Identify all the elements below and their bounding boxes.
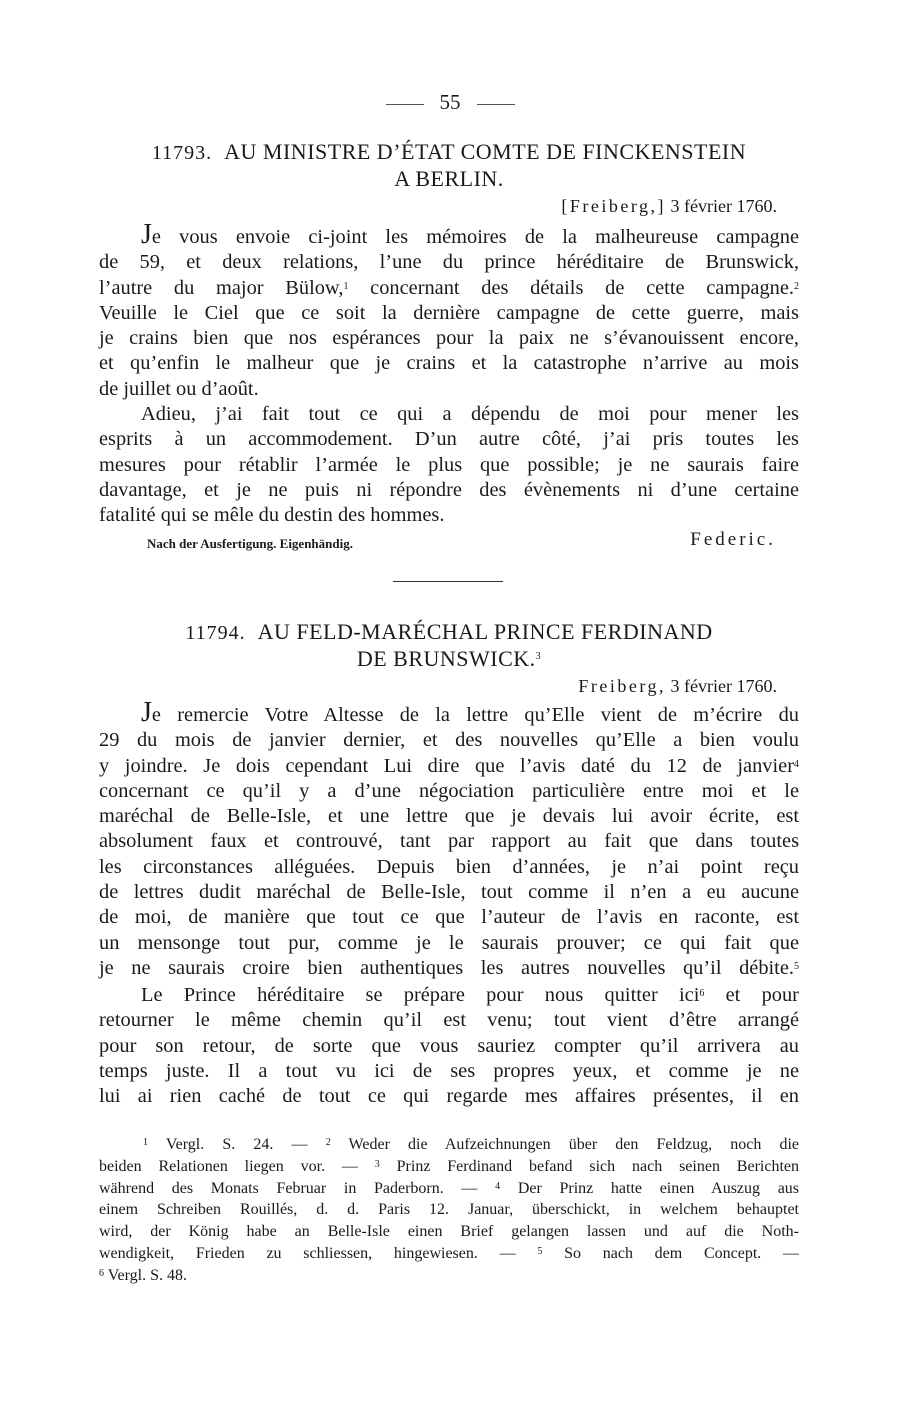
line-text: e vous envoie ci-joint les mémoires de la malheureuse campagne bbox=[151, 226, 799, 248]
letter2-date-place: Freiberg, bbox=[578, 676, 667, 696]
letter1-paragraph2 bbox=[99, 402, 799, 528]
letter2-title-line2: DE BRUNSWICK. bbox=[356, 646, 536, 671]
footnote-mark: 6 bbox=[99, 1267, 104, 1279]
text-line bbox=[99, 697, 799, 728]
footnote-line: wird, der König habe an Belle-Isle einen Brief gelangen lassen und auf die Noth- bbox=[99, 1223, 799, 1241]
letter2-date: 3 février 1760. bbox=[670, 676, 777, 696]
text-line: maréchal de Belle-Isle, et une lettre que je devais lui avoir écrite, est bbox=[99, 805, 799, 828]
line-text: l’autre du major Bülow, bbox=[99, 276, 344, 299]
text-line: lui ai rien caché de tout ce qui regarde mes affaires présentes, il en bbox=[99, 1085, 799, 1108]
text-line: les circonstances alléguées. Depuis bien d’années, je n’ai point reçu bbox=[99, 855, 799, 878]
letter1-signature: Federic. bbox=[690, 529, 776, 550]
footnote-text: Prinz Ferdinand befand sich nach seinen Berichten bbox=[396, 1157, 799, 1175]
line-text: concernant des détails de cette campagne. bbox=[370, 276, 795, 299]
text-line bbox=[99, 754, 799, 779]
footnote-line bbox=[99, 1156, 799, 1178]
text-line: de juillet ou d’août. bbox=[99, 377, 259, 400]
footnote-mark: 5 bbox=[537, 1245, 543, 1257]
line-text: et pour bbox=[725, 984, 799, 1006]
line-text: y joindre. Je dois cependant Lui dire que l’avis daté du 12 de janvier bbox=[99, 754, 794, 777]
text-line: temps juste. Il a tout vu ici de ses propres yeux, et comme je ne bbox=[99, 1059, 799, 1082]
footnote-mark: 2 bbox=[794, 280, 800, 292]
letter1-title-line2: A BERLIN. bbox=[394, 166, 504, 191]
footnote-mark: 4 bbox=[794, 758, 799, 770]
text-line bbox=[99, 983, 799, 1008]
page-number-text: 55 bbox=[439, 90, 461, 114]
section-divider bbox=[393, 581, 503, 582]
letter2-title-line1: AU FELD-MARÉCHAL PRINCE FERDINAND bbox=[257, 619, 713, 644]
letter2-paragraph2 bbox=[99, 983, 799, 1109]
text-line: retourner le même chemin qu’il est venu; tout vient d’être arrangé bbox=[99, 1009, 799, 1032]
drop-initial: J bbox=[141, 697, 152, 728]
letter1-date-place: [Freiberg,] bbox=[561, 196, 667, 216]
drop-initial: J bbox=[141, 219, 152, 250]
footnote-mark: 1 bbox=[343, 280, 349, 292]
letter1-heading bbox=[118, 139, 780, 192]
footnote-mark: 2 bbox=[325, 1137, 331, 1148]
footnote-mark: 5 bbox=[794, 960, 799, 972]
footnote-line bbox=[99, 1243, 799, 1265]
letter2-number: 11794. bbox=[185, 622, 246, 644]
letter2-heading bbox=[118, 619, 780, 672]
text-line: absolument faux et controuvé, tant par rapport au fait que dans toutes bbox=[99, 830, 799, 853]
text-line: pour son retour, de sorte que vous sauriez compter qu’il arrivera au bbox=[99, 1034, 799, 1057]
text-line: de 59, et deux relations, l’une du prince héréditaire de Brunswick, bbox=[99, 251, 799, 274]
dash-left bbox=[386, 104, 424, 105]
text-line: esprits à un accommodement. D’un autre côté, j’ai pris toutes les bbox=[99, 428, 799, 451]
footnote-text: Vergl. S. 24. — bbox=[165, 1136, 308, 1153]
footnote-line bbox=[99, 1178, 799, 1200]
footnote-text: Vergl. S. 48. bbox=[107, 1266, 187, 1284]
text-line bbox=[99, 276, 799, 301]
text-line: et qu’enfin le malheur que je crains et la catastrophe n’arrive au mois bbox=[99, 352, 799, 375]
footnote-text: Weder die Aufzeichnungen über den Feldzug, noch die bbox=[348, 1136, 799, 1153]
text-line: 29 du mois de janvier dernier, et des nouvelles qu’Elle a bien voulu bbox=[99, 729, 799, 752]
letter1-dateline bbox=[561, 196, 777, 217]
text-line: davantage, et je ne puis ni répondre des évènements ni d’une certaine bbox=[99, 478, 799, 501]
text-line bbox=[99, 956, 799, 981]
letter2-dateline bbox=[578, 676, 777, 697]
footnote-mark: 3 bbox=[374, 1158, 380, 1170]
text-line: Veuille le Ciel que ce soit la dernière campagne de cette guerre, mais bbox=[99, 301, 799, 324]
footnote-text: während des Monats Februar in Paderborn. — bbox=[99, 1179, 478, 1197]
text-line: je crains bien que nos espérances pour la paix ne s’évanouissent encore, bbox=[99, 327, 799, 350]
footnote-mark: 4 bbox=[495, 1180, 501, 1192]
text-line: fatalité qui se mêle du destin des hommes. bbox=[99, 504, 445, 527]
text-line: de moi, de manière que tout ce que l’auteur de l’avis en raconte, est bbox=[99, 906, 799, 929]
footnote-line: einem Schreiben Rouillés, d. d. Paris 12. Januar, überschickt, in welchem behauptet bbox=[99, 1201, 799, 1219]
line-text: Le Prince héréditaire se prépare pour nous quitter ici bbox=[141, 984, 700, 1006]
text-line bbox=[99, 219, 799, 250]
text-line: concernant ce qu’il y a d’une négociation particulière entre moi et le bbox=[99, 779, 799, 802]
footnote-line bbox=[99, 1134, 799, 1156]
letter1-title-line1: AU MINISTRE D’ÉTAT COMTE DE FINCKENSTEIN bbox=[224, 139, 747, 164]
footnote-text: wendigkeit, Frieden zu schliessen, hingewiesen. — bbox=[99, 1244, 516, 1262]
footnotes bbox=[99, 1134, 799, 1287]
line-text: e remercie Votre Altesse de la lettre qu’Elle vient de m’écrire du bbox=[151, 704, 799, 726]
text-line: un mensonge tout pur, comme je le saurais prouver; ce qui fait que bbox=[99, 931, 799, 954]
footnote-text: Der Prinz hatte einen Auszug aus bbox=[517, 1179, 800, 1197]
footnote-text: So nach dem Concept. — bbox=[564, 1244, 800, 1262]
line-text: je ne saurais croire bien authentiques les autres nouvelles qu’il débite. bbox=[99, 956, 794, 979]
letter1-paragraph1 bbox=[99, 219, 800, 402]
dash-right bbox=[477, 104, 515, 105]
letter1-number: 11793. bbox=[151, 142, 213, 164]
footnote-line bbox=[99, 1265, 799, 1287]
text-line: Adieu, j’ai fait tout ce qui a dépendu de moi pour mener les bbox=[141, 403, 799, 425]
text-line: mesures pour rétablir l’armée le plus que possible; je ne saurais faire bbox=[99, 453, 799, 476]
footnote-mark: 6 bbox=[699, 988, 705, 999]
footnote-text: beiden Relationen liegen vor. — bbox=[99, 1157, 358, 1175]
footnote-mark: 1 bbox=[143, 1137, 148, 1148]
letter1-date: 3 février 1760. bbox=[670, 196, 777, 216]
letter2-paragraph1 bbox=[99, 697, 799, 981]
page-number bbox=[0, 90, 900, 115]
footnote-mark: 3 bbox=[535, 651, 542, 662]
text-line: de lettres dudit maréchal de Belle-Isle, tout comme il n’en a eu aucune bbox=[99, 881, 799, 904]
letter1-source-note: Nach der Ausfertigung. Eigenhändig. bbox=[147, 536, 353, 551]
